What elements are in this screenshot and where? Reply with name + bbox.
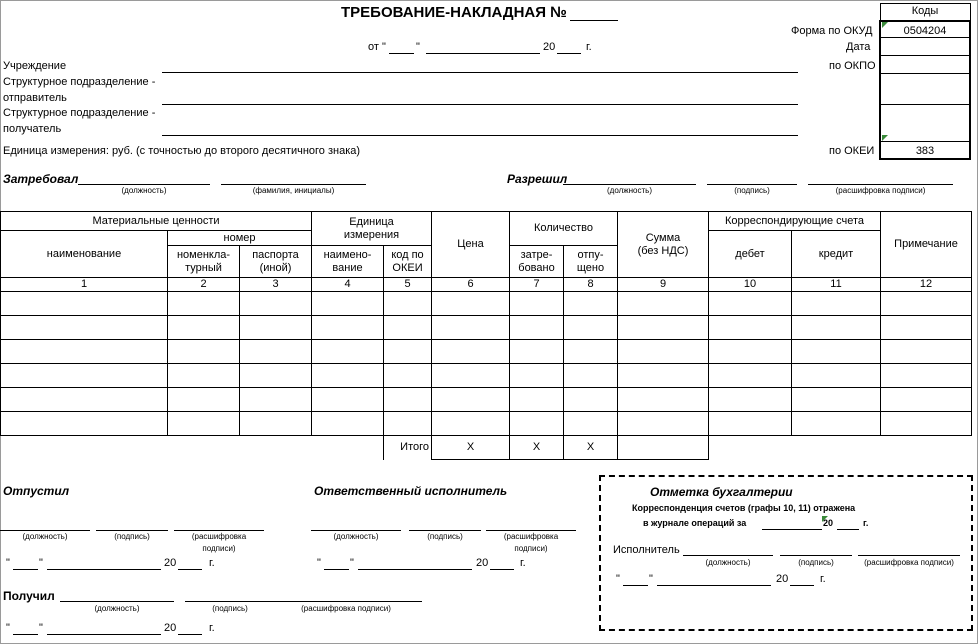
header-released: отпу- щено bbox=[564, 246, 618, 278]
responsible-decoding-caption: (расшифровка bbox=[503, 532, 559, 541]
received-position-field[interactable] bbox=[60, 601, 174, 602]
codes-header-cell bbox=[880, 3, 971, 21]
released-decoding-caption-2: подписи) bbox=[202, 544, 236, 553]
table-row[interactable] bbox=[1, 316, 972, 340]
accounting-date-month-field[interactable] bbox=[657, 585, 771, 586]
requested-name-field[interactable] bbox=[221, 184, 366, 185]
released-date-quote: " bbox=[39, 557, 43, 569]
page-title: ТРЕБОВАНИЕ-НАКЛАДНАЯ № bbox=[341, 4, 567, 21]
codes-divider bbox=[880, 37, 970, 38]
header-passport: паспорта (иной) bbox=[240, 246, 312, 278]
codes-box bbox=[879, 20, 971, 160]
sender-label-2: отправитель bbox=[3, 92, 67, 104]
released-year-prefix: 20 bbox=[164, 557, 177, 569]
responsible-date-quote: " bbox=[350, 557, 354, 569]
header-material: Материальные ценности bbox=[1, 212, 312, 231]
doc-number-field[interactable] bbox=[570, 20, 618, 21]
okpo-label: по ОКПО bbox=[829, 60, 876, 72]
header-unit: Единица измерения bbox=[312, 212, 432, 246]
released-year-field[interactable] bbox=[178, 569, 202, 570]
total-requested: X bbox=[510, 436, 564, 460]
sender-field[interactable] bbox=[162, 104, 798, 105]
permitted-decoding-caption: (расшифровка подписи) bbox=[835, 186, 926, 195]
codes-divider bbox=[880, 73, 970, 74]
receiver-label-2: получатель bbox=[3, 123, 62, 135]
date-label: Дата bbox=[846, 41, 871, 53]
okud-value[interactable]: 0504204 bbox=[903, 25, 947, 37]
accounting-line2: в журнале операций за bbox=[643, 518, 747, 528]
released-position-caption: (должность) bbox=[22, 532, 68, 541]
okei-value[interactable]: 383 bbox=[915, 145, 935, 157]
responsible-label: Ответственный исполнитель bbox=[314, 484, 508, 498]
received-date-quote: " bbox=[39, 622, 43, 634]
received-signature-field[interactable] bbox=[185, 601, 275, 602]
receiver-field[interactable] bbox=[162, 135, 798, 136]
header-debit: дебет bbox=[709, 231, 792, 278]
date-year-suffix: г. bbox=[586, 41, 592, 53]
accounting-year-suffix: г. bbox=[863, 518, 869, 528]
executor-signature-caption: (подпись) bbox=[798, 558, 834, 567]
total-price: X bbox=[432, 436, 510, 460]
responsible-year-suffix: г. bbox=[520, 557, 526, 569]
col-number: 3 bbox=[240, 278, 312, 292]
col-number: 7 bbox=[510, 278, 564, 292]
requested-name-caption: (фамилия, инициалы) bbox=[252, 186, 335, 195]
header-unit-name: наимено- вание bbox=[312, 246, 384, 278]
codes-divider bbox=[880, 104, 970, 105]
total-released: X bbox=[564, 436, 618, 460]
okei-label: по ОКЕИ bbox=[829, 145, 875, 157]
received-year-field[interactable] bbox=[178, 634, 202, 635]
col-number: 2 bbox=[168, 278, 240, 292]
responsible-year-prefix: 20 bbox=[476, 557, 489, 569]
accounting-day-field[interactable] bbox=[623, 585, 648, 586]
responsible-day-field[interactable] bbox=[324, 569, 349, 570]
codes-header: Коды bbox=[911, 5, 939, 17]
responsible-date-quote: " bbox=[317, 557, 321, 569]
received-decoding-caption: (расшифровка подписи) bbox=[301, 604, 391, 613]
total-row bbox=[1, 436, 972, 460]
col-number: 8 bbox=[564, 278, 618, 292]
header-nomen: номенкла- турный bbox=[168, 246, 240, 278]
permitted-position-caption: (должность) bbox=[607, 186, 652, 195]
released-decoding-field[interactable] bbox=[174, 530, 264, 531]
header-name: наименование bbox=[1, 231, 168, 278]
institution-label: Учреждение bbox=[3, 60, 67, 72]
received-year-prefix: 20 bbox=[164, 622, 177, 634]
permitted-label: Разрешил bbox=[507, 172, 568, 186]
accounting-date-quote: " bbox=[649, 573, 653, 585]
executor-label: Исполнитель bbox=[613, 544, 680, 556]
permitted-decoding-field[interactable] bbox=[808, 184, 953, 185]
accounting-title: Отметка бухгалтерии bbox=[650, 485, 793, 499]
accounting-line1: Корреспонденция счетов (графы 10, 11) отражена bbox=[632, 503, 856, 513]
executor-decoding-field[interactable] bbox=[858, 555, 960, 556]
received-decoding-field[interactable] bbox=[270, 601, 422, 602]
codes-divider bbox=[880, 55, 970, 56]
col-number: 10 bbox=[709, 278, 792, 292]
sender-label: Структурное подразделение - bbox=[3, 76, 156, 88]
requested-position-field[interactable] bbox=[78, 184, 210, 185]
header-price: Цена bbox=[432, 212, 510, 278]
accounting-date-year-prefix: 20 bbox=[776, 573, 789, 585]
header-credit: кредит bbox=[792, 231, 881, 278]
responsible-position-caption: (должность) bbox=[333, 532, 379, 541]
accounting-date-quote: " bbox=[616, 573, 620, 585]
col-number: 4 bbox=[312, 278, 384, 292]
table-row[interactable] bbox=[1, 292, 972, 316]
executor-decoding-caption: (расшифровка подписи) bbox=[864, 558, 954, 567]
received-label: Получил bbox=[3, 589, 55, 603]
column-numbers-row bbox=[1, 278, 972, 292]
executor-signature-field[interactable] bbox=[780, 555, 852, 556]
accounting-month-field[interactable] bbox=[762, 529, 822, 530]
received-month-field[interactable] bbox=[47, 634, 161, 635]
receiver-label: Структурное подразделение - bbox=[3, 107, 156, 119]
responsible-decoding-caption-2: подписи) bbox=[514, 544, 548, 553]
released-month-field[interactable] bbox=[47, 569, 161, 570]
unit-label: Единица измерения: руб. (с точностью до второго десятичного знака) bbox=[3, 145, 361, 157]
accounting-year-prefix: 20 bbox=[823, 518, 834, 528]
received-position-caption: (должность) bbox=[94, 604, 140, 613]
date-day-field[interactable] bbox=[389, 53, 414, 54]
date-month-field[interactable] bbox=[426, 53, 540, 54]
col-number: 11 bbox=[792, 278, 881, 292]
released-signature-caption: (подпись) bbox=[114, 532, 150, 541]
header-accounts: Корреспондирующие счета bbox=[709, 212, 881, 231]
header-note: Примечание bbox=[881, 212, 972, 278]
col-number: 5 bbox=[384, 278, 432, 292]
date-quote: " bbox=[416, 41, 420, 53]
accounting-date-year-suffix: г. bbox=[820, 573, 826, 585]
executor-position-caption: (должность) bbox=[705, 558, 751, 567]
received-signature-caption: (подпись) bbox=[212, 604, 248, 613]
permitted-signature-field[interactable] bbox=[707, 184, 797, 185]
responsible-decoding-field[interactable] bbox=[486, 530, 576, 531]
table-row[interactable] bbox=[1, 412, 972, 436]
col-number: 9 bbox=[618, 278, 709, 292]
released-year-suffix: г. bbox=[209, 557, 215, 569]
requested-position-caption: (должность) bbox=[121, 186, 167, 195]
header-okei: код по ОКЕИ bbox=[384, 246, 432, 278]
col-number: 6 bbox=[432, 278, 510, 292]
materials-table bbox=[0, 211, 972, 460]
permitted-position-field[interactable] bbox=[563, 184, 696, 185]
responsible-signature-field[interactable] bbox=[409, 530, 481, 531]
received-year-suffix: г. bbox=[209, 622, 215, 634]
okud-label: Форма по ОКУД bbox=[791, 25, 873, 37]
received-date-quote: " bbox=[6, 622, 10, 634]
responsible-month-field[interactable] bbox=[358, 569, 472, 570]
accounting-year-field[interactable] bbox=[837, 529, 859, 530]
total-label: Итого bbox=[400, 441, 429, 454]
responsible-position-field[interactable] bbox=[311, 530, 401, 531]
requested-label: Затребовал bbox=[3, 172, 79, 186]
table-row[interactable] bbox=[1, 388, 972, 412]
date-year-field[interactable] bbox=[557, 53, 581, 54]
total-sum[interactable] bbox=[618, 436, 709, 460]
released-label: Отпустил bbox=[3, 484, 70, 498]
released-decoding-caption: (расшифровка bbox=[191, 532, 247, 541]
responsible-signature-caption: (подпись) bbox=[427, 532, 463, 541]
institution-field[interactable] bbox=[162, 72, 798, 73]
col-number: 1 bbox=[1, 278, 168, 292]
date-year-prefix: 20 bbox=[543, 41, 556, 53]
header-requested: затре- бовано bbox=[510, 246, 564, 278]
executor-position-field[interactable] bbox=[683, 555, 773, 556]
header-number: номер bbox=[168, 231, 312, 246]
cell-marker-icon bbox=[882, 135, 888, 141]
header-sum: Сумма (без НДС) bbox=[618, 212, 709, 278]
permitted-signature-caption: (подпись) bbox=[734, 186, 770, 195]
table-row[interactable] bbox=[1, 364, 972, 388]
responsible-year-field[interactable] bbox=[490, 569, 514, 570]
released-signature-field[interactable] bbox=[96, 530, 168, 531]
received-day-field[interactable] bbox=[13, 634, 38, 635]
released-position-field[interactable] bbox=[0, 530, 90, 531]
accounting-date-year-field[interactable] bbox=[790, 585, 814, 586]
codes-divider bbox=[880, 141, 970, 142]
date-from-label: от " bbox=[368, 41, 386, 53]
table-row[interactable] bbox=[1, 340, 972, 364]
released-date-quote: " bbox=[6, 557, 10, 569]
header-qty: Количество bbox=[510, 212, 618, 246]
col-number: 12 bbox=[881, 278, 972, 292]
released-day-field[interactable] bbox=[13, 569, 38, 570]
